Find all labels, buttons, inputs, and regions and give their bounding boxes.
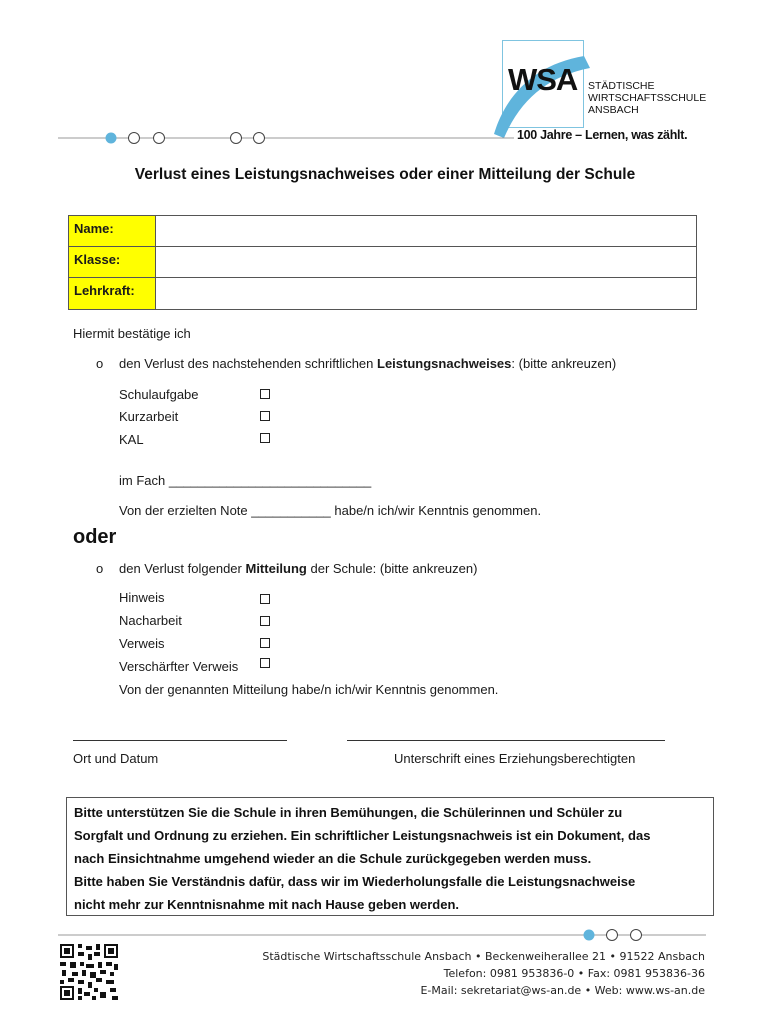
teacher-field[interactable] xyxy=(159,278,694,308)
guardian-signature-label: Unterschrift eines Erziehungsberechtigten xyxy=(394,751,636,766)
qr-code-icon xyxy=(60,944,118,1000)
note-line[interactable]: Von der erzielten Note ___________ habe/n ich/wir Kenntnis genommen. xyxy=(119,503,542,518)
info-row-class xyxy=(69,247,696,278)
option-nacharbeit-checkbox[interactable] xyxy=(260,616,270,626)
section1-bullet: o xyxy=(96,356,104,371)
option-kurzarbeit-checkbox[interactable] xyxy=(260,411,270,421)
logo-school-name: STÄDTISCHE WIRTSCHAFTSSCHULE ANSBACH xyxy=(588,80,707,116)
option-hinweis-label: Hinweis xyxy=(119,590,165,605)
info-row-name xyxy=(69,216,696,247)
footer-phone: Telefon: 0981 953836-0 • Fax: 0981 953836-36 xyxy=(443,967,705,980)
footer-dots-line xyxy=(58,927,710,943)
section2-bullet: o xyxy=(96,561,104,576)
page-title: Verlust eines Leistungsnachweises oder einer Mitteilung der Schule xyxy=(134,166,636,183)
section1-heading: den Verlust des nachstehenden schriftlichen Leistungsnachweises: (bitte ankreuzen) xyxy=(119,356,617,371)
logo-abbr: WSA xyxy=(508,62,578,97)
option-kal-label: KAL xyxy=(119,432,144,447)
school-slogan: 100 Jahre – Lernen, was zählt. xyxy=(517,128,688,142)
footer-contact[interactable]: E-Mail: sekretariat@ws-an.de • Web: www.ws-an.de xyxy=(420,984,705,997)
option-kurzarbeit-label: Kurzarbeit xyxy=(119,409,179,424)
date-label: Ort und Datum xyxy=(73,751,159,766)
option-verweis-checkbox[interactable] xyxy=(260,638,270,648)
name-field[interactable] xyxy=(159,216,694,246)
option-verweis-label: Verweis xyxy=(119,636,165,651)
option-schulaufgabe-checkbox[interactable] xyxy=(260,389,270,399)
fach-line[interactable]: im Fach ____________________________ xyxy=(119,473,372,488)
notice-line: Bitte haben Sie Verständnis dafür, dass wir im Wiederholungsfalle die Leistungsnachweise xyxy=(74,874,636,889)
info-label-teacher: Lehrkraft: xyxy=(69,278,156,309)
option-hinweis-checkbox[interactable] xyxy=(260,594,270,604)
info-label-name: Name: xyxy=(69,216,156,246)
notice-line: Sorgfalt und Ordnung zu erziehen. Ein schriftlicher Leistungsnachweis ist ein Dokument, das xyxy=(74,828,651,843)
notice-line: nach Einsichtnahme umgehend wieder an die Schule zurückgegeben werden muss. xyxy=(74,851,592,866)
notice-line: Bitte unterstützen Sie die Schule in ihren Bemühungen, die Schülerinnen und Schüler zu xyxy=(74,805,623,820)
header-dots-line xyxy=(58,130,518,146)
guardian-signature-line[interactable] xyxy=(347,740,665,741)
option-verschaerfter-verweis-checkbox[interactable] xyxy=(260,658,270,668)
info-table xyxy=(68,215,697,310)
date-signature-line[interactable] xyxy=(73,740,287,741)
class-field[interactable] xyxy=(159,247,694,277)
option-nacharbeit-label: Nacharbeit xyxy=(119,613,182,628)
intro-text: Hiermit bestätige ich xyxy=(73,326,191,341)
option-kal-checkbox[interactable] xyxy=(260,433,270,443)
info-label-class: Klasse: xyxy=(69,247,156,277)
ack-line: Von der genannten Mitteilung habe/n ich/wir Kenntnis genommen. xyxy=(119,682,499,697)
section2-heading: den Verlust folgender Mitteilung der Schule: (bitte ankreuzen) xyxy=(119,561,478,576)
info-row-teacher xyxy=(69,278,696,309)
option-schulaufgabe-label: Schulaufgabe xyxy=(119,387,199,402)
notice-line: nicht mehr zur Kenntnisnahme mit nach Hause geben werden. xyxy=(74,897,460,912)
notice-box xyxy=(66,797,714,916)
option-verschaerfter-verweis-label: Verschärfter Verweis xyxy=(119,659,239,674)
footer-address: Städtische Wirtschaftsschule Ansbach • Beckenweiherallee 21 • 91522 Ansbach xyxy=(262,950,705,963)
oder-heading: oder xyxy=(73,526,117,548)
